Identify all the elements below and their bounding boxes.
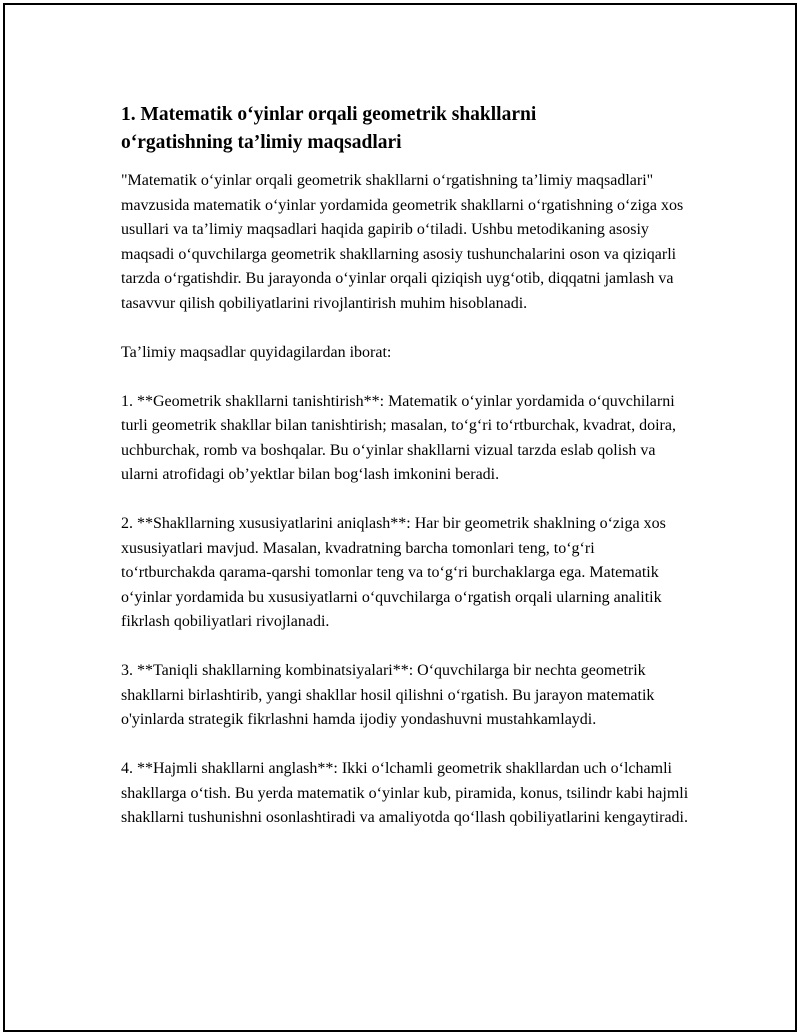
goals-intro-paragraph: Ta’limiy maqsadlar quyidagilardan iborat:	[121, 343, 392, 361]
document-body	[121, 101, 691, 855]
goal-item-2: 2. **Shakllarning xususiyatlarini aniqlash**: Har bir geometrik shaklning o‘ziga xos xususiyatlari mavjud. Masalan, kvadratning barcha tomonlari teng, to‘g‘ri to‘rtburchakda qarama-qarshi tomonlar teng va to‘g‘ri burchaklarga ega. Matematik o‘yinlar yordamida bu xususiyatlarni o‘quvchilarga o‘rgatish orqali ularning analitik fikrlash qobiliyatlari rivojlanadi.	[121, 515, 666, 630]
goal-item-3: 3. **Taniqli shakllarning kombinatsiyalari**: O‘quvchilarga bir nechta geometrik shakllarni birlashtirib, yangi shakllar hosil qilishni o‘rgatish. Bu jarayon matematik o'yinlarda strategik fikrlashni hamda ijodiy yondashuvni mustahkamlaydi.	[121, 662, 655, 728]
section-heading: 1. Matematik o‘yinlar orqali geometrik shakllarni o‘rgatishning ta’limiy maqsadlari	[121, 104, 537, 153]
intro-paragraph: "Matematik o‘yinlar orqali geometrik shakllarni o‘rgatishning ta’limiy maqsadlari" mavzusida matematik o‘yinlar yordamida geometrik shakllarni o‘rgatishning o‘ziga xos usullari va ta’limiy maqsadlari haqida gapirib o‘tiladi. Ushbu metodikaning asosiy maqsadi o‘quvchilarga geometrik shakllarning asosiy tushunchalarini oson va qiziqarli tarzda o‘rgatishdir. Bu jarayonda o‘yinlar orqali qiziqish uyg‘otib, diqqatni jamlash va tasavvur qilish qobiliyatlarini rivojlantirish muhim hisoblanadi.	[121, 172, 684, 312]
goal-item-1: 1. **Geometrik shakllarni tanishtirish**: Matematik o‘yinlar yordamida o‘quvchilarni turli geometrik shakllar bilan tanishtirish; masalan, to‘g‘ri to‘rtburchak, kvadrat, doira, uchburchak, romb va boshqalar. Bu o‘yinlar shakllarni vizual tarzda eslab qolish va ularni atrofidagi ob’yektlar bilan bog‘lash imkonini beradi.	[121, 392, 676, 483]
goal-item-4: 4. **Hajmli shakllarni anglash**: Ikki o‘lchamli geometrik shakllardan uch o‘lchamli shakllarga o‘tish. Bu yerda matematik o‘yinlar kub, piramida, konus, tsilindr kabi hajmli shakllarni tushunishni osonlashtiradi va amaliyotda qo‘llash qobiliyatlarini kengaytiradi.	[121, 760, 689, 826]
page-frame	[3, 3, 797, 1032]
